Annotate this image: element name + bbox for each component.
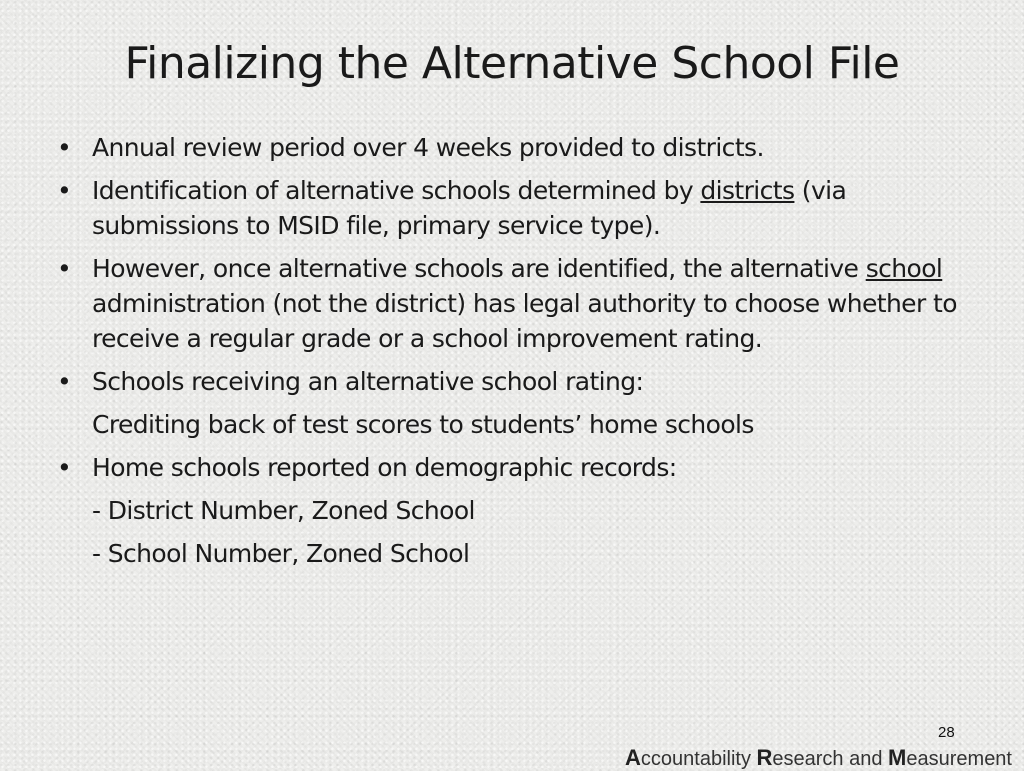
footer-letter: M (888, 745, 907, 770)
bullet-icon: • (57, 254, 72, 283)
bullet-icon: • (57, 367, 72, 396)
footer-text: ccountability (640, 748, 757, 770)
sub-line-crediting: Crediting back of test scores to students’ home schools (92, 410, 754, 439)
sub-line-school: - School Number, Zoned School (92, 539, 470, 568)
bullet-text: (via submissions to MSID file, primary service type). (92, 176, 847, 240)
bullet-text: Annual review period over 4 weeks provided to districts. (92, 133, 764, 162)
footer-letter: R (756, 745, 773, 770)
underlined-word: districts (700, 176, 795, 205)
bullet-text: Schools receiving an alternative school rating: (92, 367, 644, 396)
bullet-item-3 (57, 251, 957, 356)
bullet-text: Home schools reported on demographic records: (92, 453, 677, 482)
bullet-item-2 (57, 173, 957, 243)
bullet-text: However, once alternative schools are identified, the alternative (92, 254, 866, 283)
bullet-icon: • (57, 133, 72, 162)
bullet-text: Identification of alternative schools determined by (92, 176, 701, 205)
underlined-word: school (865, 254, 943, 283)
bullet-list (57, 130, 957, 579)
footer-letter: A (625, 745, 641, 770)
bullet-text: administration (not the district) has legal authority to choose whether to receive a regular grade or a school improvement rating. (92, 289, 957, 353)
footer-org-name (625, 745, 1012, 771)
footer-text: esearch and (772, 748, 889, 770)
slide-title: Finalizing the Alternative School File (124, 38, 900, 89)
sub-line-district: - District Number, Zoned School (92, 496, 475, 525)
bullet-item-1 (57, 130, 957, 165)
page-number: 28 (938, 724, 955, 741)
bullet-item-5 (57, 450, 957, 485)
footer-text: easurement (906, 748, 1012, 770)
bullet-icon: • (57, 453, 72, 482)
bullet-item-4 (57, 364, 957, 399)
bullet-icon: • (57, 176, 72, 205)
